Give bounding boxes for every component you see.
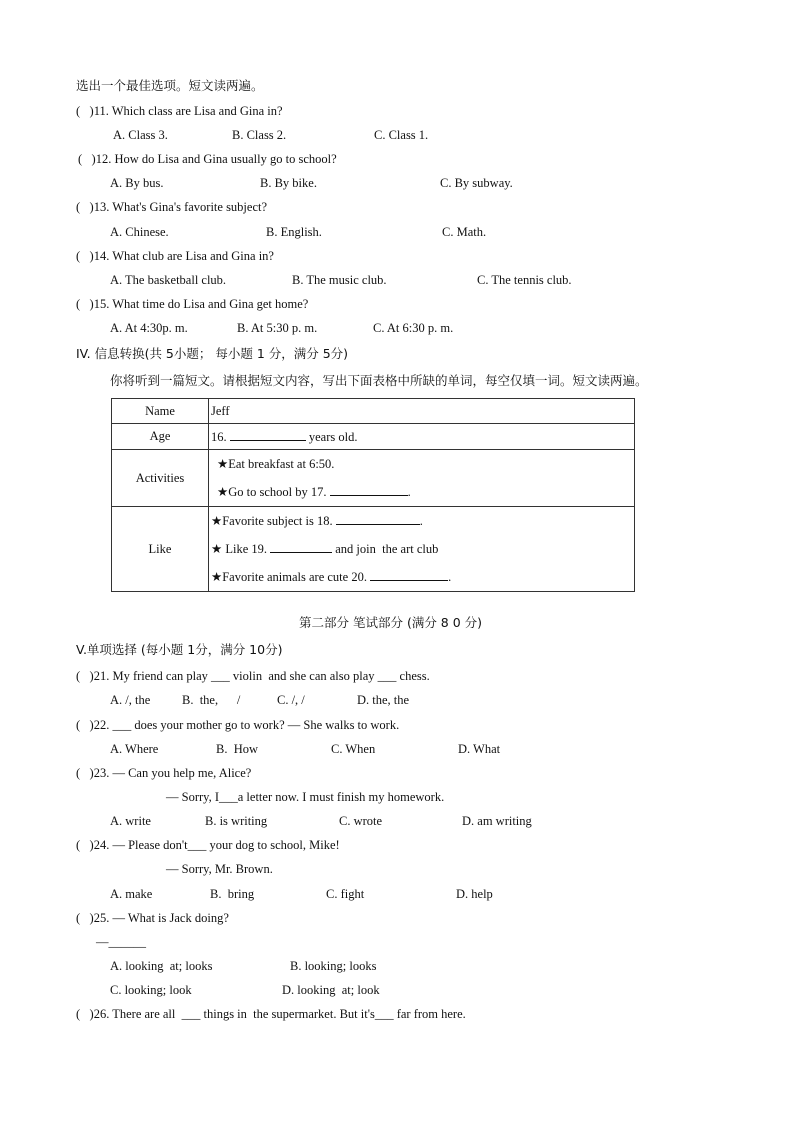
question-14-option-c: C. The tennis club.	[477, 273, 572, 287]
blank-16[interactable]	[230, 428, 306, 441]
question-22-stem: ( )22. ___ does your mother go to work? — She walks to work.	[76, 718, 400, 732]
like-3-prefix: ★Favorite animals are cute 20.	[211, 570, 367, 584]
question-15-option-a: A. At 4:30p. m.	[110, 321, 188, 335]
question-15-option-b: B. At 5:30 p. m.	[237, 321, 318, 335]
question-21-option-b: B. the, /	[182, 693, 241, 707]
question-21-option-c: C. /, /	[277, 693, 305, 707]
age-prefix: 16.	[211, 430, 227, 444]
activity-2-suffix: .	[407, 485, 411, 499]
question-13-stem: ( )13. What's Gina's favorite subject?	[76, 200, 268, 214]
question-24-stem: ( )24. — Please don't___ your dog to school, Mike!	[76, 838, 340, 852]
question-13-option-a: A. Chinese.	[110, 225, 169, 239]
question-24-reply: — Sorry, Mr. Brown.	[166, 862, 273, 876]
question-26-stem: ( )26. There are all ___ things in the supermarket. But it's___ far from here.	[76, 1007, 466, 1021]
question-11-stem: ( )11. Which class are Lisa and Gina in?	[76, 104, 283, 118]
section-instruction: 选出一个最佳选项。短文读两遍。	[76, 78, 264, 93]
activity-2	[217, 478, 632, 506]
question-25-stem: ( )25. — What is Jack doing?	[76, 911, 229, 925]
question-12-option-c: C. By subway.	[440, 176, 513, 190]
info-table	[111, 398, 635, 592]
like-1-prefix: ★Favorite subject is 18.	[211, 514, 333, 528]
table-row-age	[112, 424, 635, 450]
section-4-instruction: 你将听到一篇短文。请根据短文内容，写出下面表格中所缺的单词，每空仅填一词。短文读两遍。	[110, 373, 648, 388]
question-13-option-b: B. English.	[266, 225, 322, 239]
like-2-suffix: and join the art club	[335, 542, 439, 556]
question-23-reply: — Sorry, I___a letter now. I must finish my homework.	[166, 790, 445, 804]
activity-2-prefix: ★Go to school by 17.	[217, 485, 327, 499]
question-11-option-a: A. Class 3.	[113, 128, 168, 142]
question-11-option-c: C. Class 1.	[374, 128, 429, 142]
blank-17[interactable]	[330, 483, 408, 496]
question-24-option-b: B. bring	[210, 887, 255, 901]
question-15-stem: ( )15. What time do Lisa and Gina get home?	[76, 297, 309, 311]
name-label: Name	[112, 399, 209, 424]
question-23-option-a: A. write	[110, 814, 151, 828]
question-24-option-c: C. fight	[326, 887, 365, 901]
like-3-suffix: .	[448, 570, 452, 584]
section-5-title: V.单项选择 (每小题 1分，满分 10分)	[76, 642, 283, 657]
like-label: Like	[112, 507, 209, 592]
question-22-option-d: D. What	[458, 742, 501, 756]
question-23-option-c: C. wrote	[339, 814, 383, 828]
activities-cell	[209, 450, 635, 507]
activity-1: ★Eat breakfast at 6:50.	[217, 457, 335, 471]
question-22-option-a: A. Where	[110, 742, 159, 756]
question-11-option-b: B. Class 2.	[232, 128, 287, 142]
like-2-prefix: ★ Like 19.	[211, 542, 267, 556]
like-2	[211, 535, 632, 563]
name-value: Jeff	[209, 399, 635, 424]
question-22-option-b: B. How	[216, 742, 259, 756]
question-25-option-a: A. looking at; looks	[110, 959, 213, 973]
question-25-option-d: D. looking at; look	[282, 983, 380, 997]
question-21-stem: ( )21. My friend can play ___ violin and she can also play ___ chess.	[76, 669, 430, 683]
question-15-option-c: C. At 6:30 p. m.	[373, 321, 454, 335]
question-14-option-a: A. The basketball club.	[110, 273, 227, 287]
table-row-activities	[112, 450, 635, 507]
question-23-stem: ( )23. — Can you help me, Alice?	[76, 766, 252, 780]
question-12-stem: ( )12. How do Lisa and Gina usually go to school?	[78, 152, 337, 166]
question-23-option-b: B. is writing	[205, 814, 268, 828]
blank-20[interactable]	[370, 568, 448, 581]
like-cell	[209, 507, 635, 592]
question-25-reply: —______	[96, 935, 146, 949]
like-3	[211, 563, 632, 591]
blank-19[interactable]	[270, 540, 332, 553]
question-14-option-b: B. The music club.	[292, 273, 387, 287]
question-23-option-d: D. am writing	[462, 814, 532, 828]
activities-label: Activities	[112, 450, 209, 507]
age-suffix: years old.	[308, 430, 358, 444]
question-14-stem: ( )14. What club are Lisa and Gina in?	[76, 249, 274, 263]
question-24-option-a: A. make	[110, 887, 153, 901]
question-25-option-c: C. looking; look	[110, 983, 192, 997]
question-13-option-c: C. Math.	[442, 225, 487, 239]
question-21-option-d: D. the, the	[357, 693, 410, 707]
age-label: Age	[112, 424, 209, 450]
question-24-option-d: D. help	[456, 887, 493, 901]
blank-18[interactable]	[336, 512, 420, 525]
question-12-option-b: B. By bike.	[260, 176, 317, 190]
part-2-title: 第二部分 笔试部分 (满分 8 0 分)	[299, 615, 483, 630]
section-4-title: IV. 信息转换(共 5小题； 每小题 1 分，满分 5分)	[76, 346, 349, 361]
question-21-option-a: A. /, the	[110, 693, 151, 707]
age-cell	[209, 424, 635, 450]
question-22-option-c: C. When	[331, 742, 376, 756]
table-row-name	[112, 399, 635, 424]
like-1-suffix: .	[419, 514, 423, 528]
like-1	[211, 507, 632, 535]
table-row-like	[112, 507, 635, 592]
question-12-option-a: A. By bus.	[110, 176, 164, 190]
question-25-option-b: B. looking; looks	[290, 959, 377, 973]
